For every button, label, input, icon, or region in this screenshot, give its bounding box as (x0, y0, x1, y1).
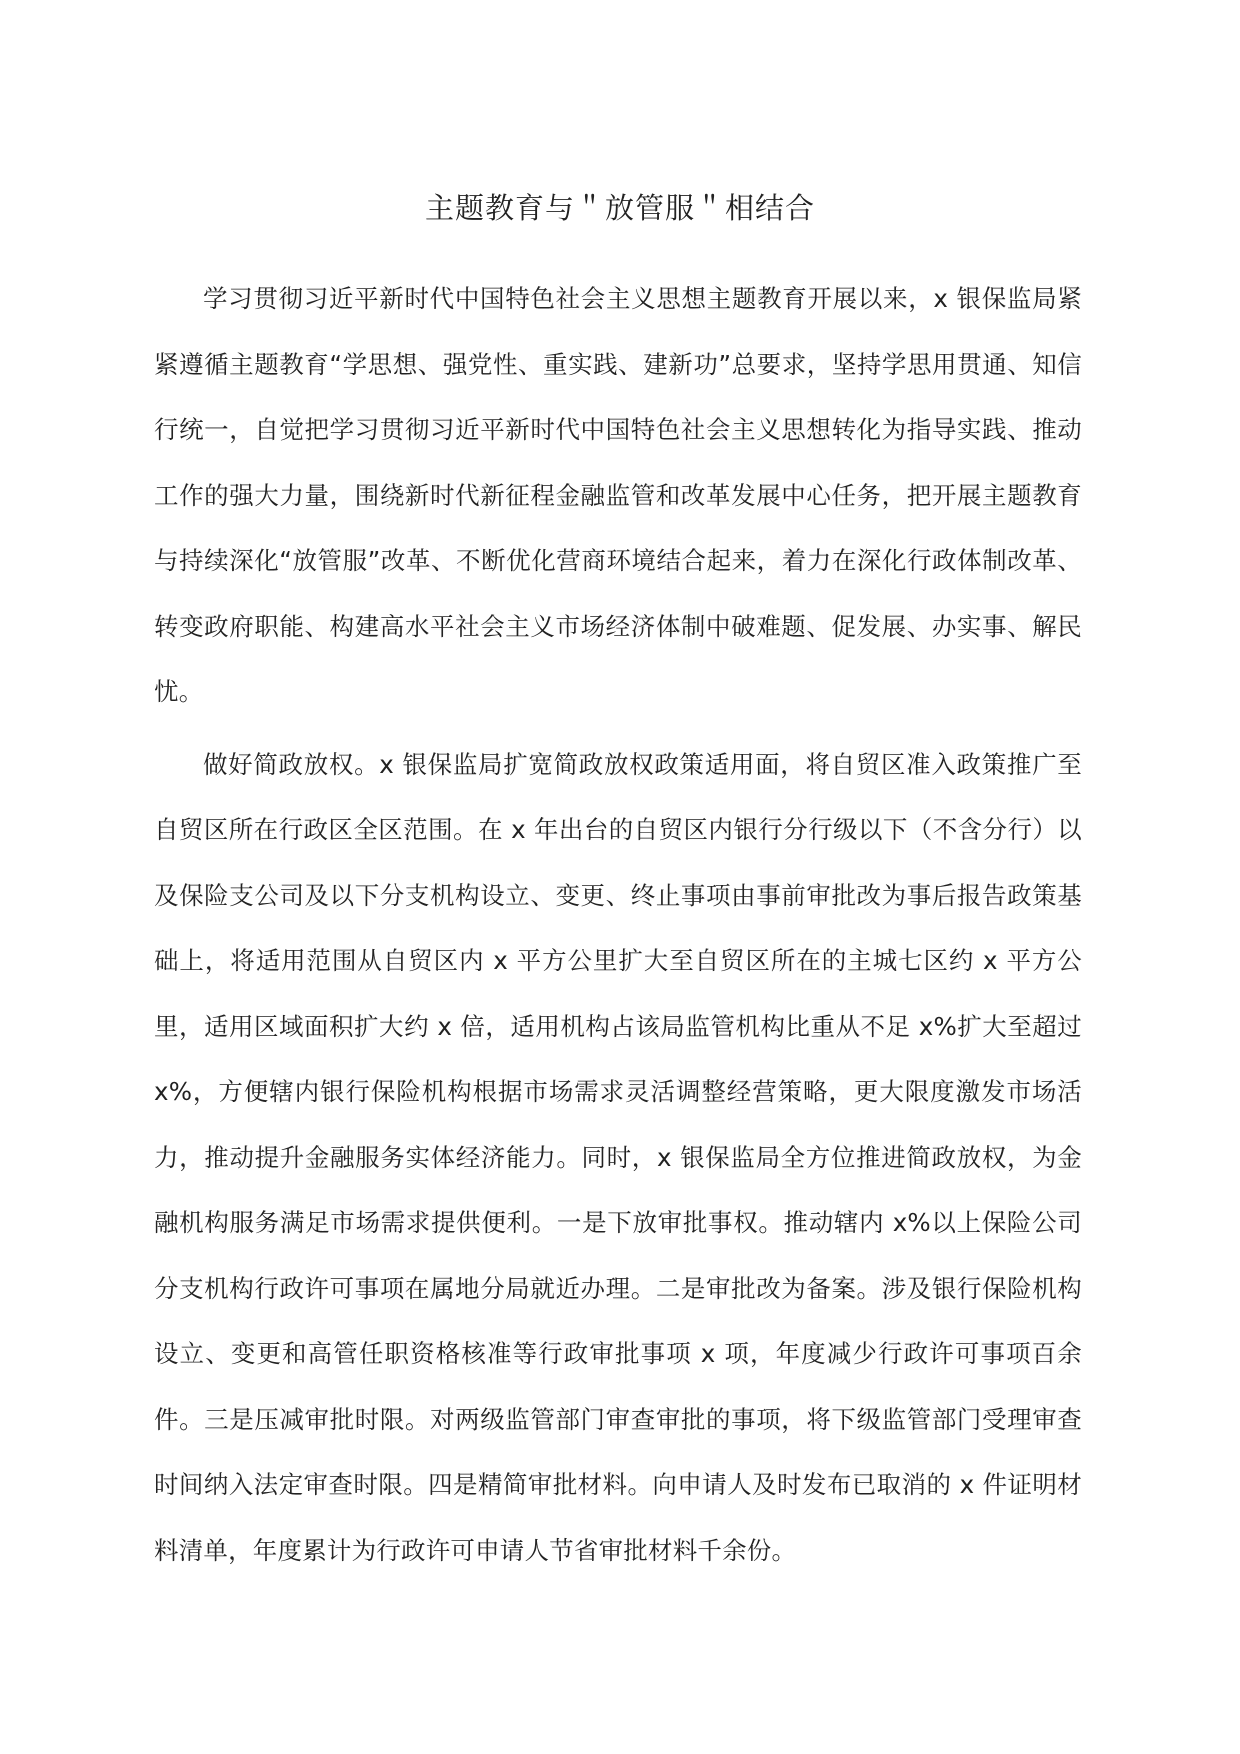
paragraph-intro: 学习贯彻习近平新时代中国特色社会主义思想主题教育开展以来，x 银保监局紧紧遵循主题教育“学思想、强党性、重实践、建新功”总要求，坚持学思用贯通、知信行统一，自觉把学习贯彻习近平新时代中国特色社会主义思想转化为指导实践、推动工作的强大力量，围绕新时代新征程金融监管和改革发展中心任务，把开展主题教育与持续深化“放管服”改革、不断优化营商环境结合起来，着力在深化行政体制改革、转变政府职能、构建高水平社会主义市场经济体制中破难题、促发展、办实事、解民忧。 (154, 284, 1082, 706)
paragraph-simplify-administration: 做好简政放权。x 银保监局扩宽简政放权政策适用面，将自贸区准入政策推广至自贸区所在行政区全区范围。在 x 年出台的自贸区内银行分行级以下（不含分行）以及保险支公司及以下分支机构设立、变更、终止事项由事前审批改为事后报告政策基础上，将适用范围从自贸区内 x 平方公里扩大至自贸区所在的主城七区约 x 平方公里，适用区域面积扩大约 x 倍，适用机构占该局监管机构比重从不足 x%扩大至超过 x%，方便辖内银行保险机构根据市场需求灵活调整经营策略，更大限度激发市场活力，推动提升金融服务实体经济能力。同时，x 银保监局全方位推进简政放权，为金融机构服务满足市场需求提供便利。一是下放审批事权。推动辖内 x%以上保险公司分支机构行政许可事项在属地分局就近办理。二是审批改为备案。涉及银行保险机构设立、变更和高管任职资格核准等行政审批事项 x 项，年度减少行政许可事项百余件。三是压减审批时限。对两级监管部门审查审批的事项，将下级监管部门受理审查时间纳入法定审查时限。四是精简审批材料。向申请人及时发布已取消的 x 件证明材料清单，年度累计为行政许可申请人节省审批材料千余份。 (154, 749, 1082, 1565)
document-title: 主题教育与＂放管服＂相结合 (424, 191, 815, 225)
document-body (154, 266, 1082, 1590)
